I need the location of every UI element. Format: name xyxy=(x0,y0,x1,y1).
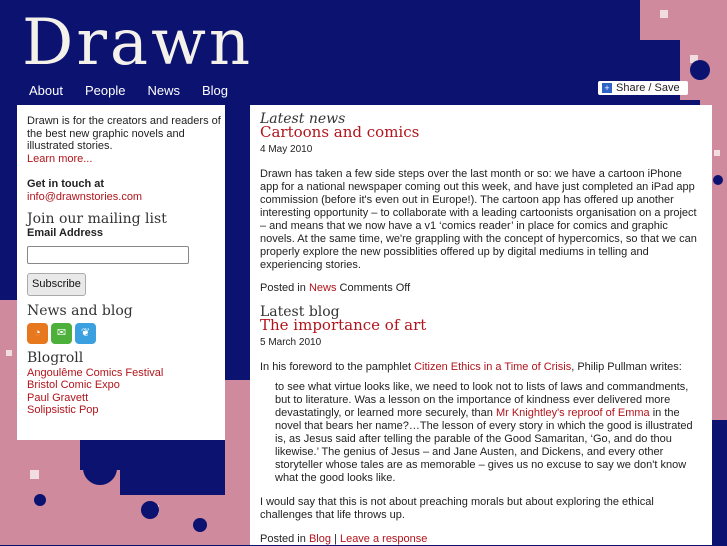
emma-link[interactable]: Mr Knightley's reproof of Emma xyxy=(495,407,650,419)
share-plus-icon: + xyxy=(602,83,612,93)
blogroll-link[interactable]: Solipsistic Pop xyxy=(27,404,99,416)
nav-about[interactable]: About xyxy=(29,83,63,98)
blog-quote: to see what virtue looks like, we need to look not to lists of laws and commandments, but to literature. Was a lesson on the importance of kindness ever delivered more devastatingly, or learned more securely, than Mr Knightley's reproof of Emma in the novel that bears her name?…The lesson of every story in which the good is illustrated is, as Jesus said after telling the parable of the Good Samaritan, ‘Go, and do thou likewise.’ The genius of Jesus – and Jane Austen, and Dickens, and every other storyteller whose tales are as memorable – gives us no excuse to say we don't know what the good looks like. xyxy=(275,381,693,484)
blogroll-link[interactable]: Paul Gravett xyxy=(27,391,89,404)
feed-icons xyxy=(27,323,225,344)
nav-blog[interactable]: Blog xyxy=(201,83,229,98)
blogroll-heading: Blogroll xyxy=(27,350,84,366)
main-nav xyxy=(29,82,250,100)
sidebar-intro: Drawn is for the creators and readers of the best new graphic novels and illustrated stories. xyxy=(27,115,221,152)
blog-intro: In his foreword to the pamphlet Citizen Ethics in a Time of Crisis, Philip Pullman writes: xyxy=(260,361,682,373)
blog-post-meta: Posted in Blog | Leave a response xyxy=(260,533,428,545)
latest-blog-heading: Latest blog xyxy=(260,304,340,320)
leave-response-link[interactable]: Leave a response xyxy=(339,533,428,545)
news-category-link[interactable]: News xyxy=(308,282,337,294)
news-blog-heading: News and blog xyxy=(27,302,133,319)
pamphlet-link[interactable]: Citizen Ethics in a Time of Crisis xyxy=(414,361,572,373)
main-content xyxy=(250,105,712,545)
sidebar xyxy=(17,105,225,440)
site-logo[interactable]: Drawn xyxy=(22,6,254,80)
subscribe-button[interactable]: Subscribe xyxy=(27,273,86,296)
rss-icon[interactable]: ◔ xyxy=(27,323,48,344)
email-icon[interactable]: ✉ xyxy=(51,323,72,344)
blogroll-link[interactable]: Angoulême Comics Festival xyxy=(27,366,164,379)
contact-heading: Get in touch at xyxy=(27,178,104,190)
contact-email-link[interactable]: info@drawnstories.com xyxy=(27,190,143,203)
news-post-title[interactable]: Cartoons and comics xyxy=(260,123,420,141)
share-save-button[interactable] xyxy=(598,81,688,95)
share-label: Share / Save xyxy=(616,82,680,94)
news-post-date: 4 May 2010 xyxy=(260,144,313,155)
mailing-list-heading: Join our mailing list xyxy=(27,211,167,227)
email-label: Email Address xyxy=(27,226,104,239)
blog-post-title[interactable]: The importance of art xyxy=(260,316,427,334)
nav-people[interactable]: People xyxy=(84,83,126,98)
news-post-body: Drawn has taken a few side steps over the last month or so: we have a cartoon iPhone app for a national newspaper coming out this week, and have just completed an iPad app commission (before it's even out in Europe!). The cartoon app has offered up another interesting opportunity – to collaborate with a leading cartoonists organisation on a project – and means that we now have a v1 ‘comics reader’ in place for comics and graphic novels. At the same time, we're grappling with the concept of hypercomics, so that we can properly explore the new possiblities offered up by digital mediums in telling and experiencing stories. xyxy=(260,168,697,271)
news-post-meta: Posted in News Comments Off xyxy=(260,282,411,294)
blogroll-link[interactable]: Bristol Comic Expo xyxy=(27,379,120,391)
twitter-icon[interactable]: ❦ xyxy=(75,323,96,344)
blog-category-link[interactable]: Blog xyxy=(308,533,331,545)
latest-news-heading: Latest news xyxy=(260,111,346,127)
learn-more-link[interactable]: Learn more... xyxy=(27,152,93,165)
blog-post-date: 5 March 2010 xyxy=(260,337,322,348)
nav-news[interactable]: News xyxy=(147,83,180,98)
blog-outro: I would say that this is not about preaching morals but about exploring the ethical challenges that life throws up. xyxy=(260,496,654,521)
email-input[interactable] xyxy=(27,246,189,264)
